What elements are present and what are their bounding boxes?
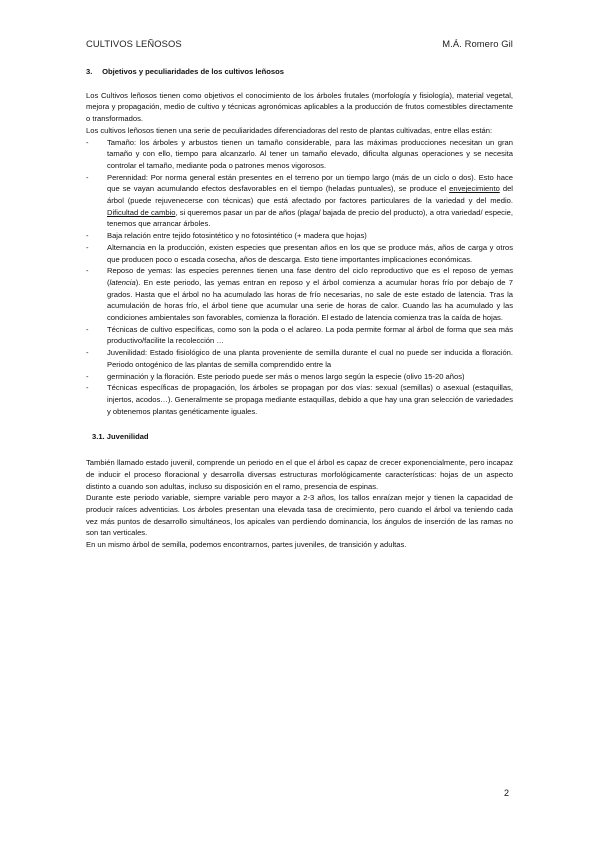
list-item-alternance: - Alternancia en la producción, existen especies que presentan años en los que se produce más, años de carga y otros que producen poco o escada cosecha, años de descarga. Esto tiene importantes implicaciones económicas.	[86, 242, 513, 265]
section-title: Objetivos y peculiaridades de los cultivos leñosos	[102, 67, 285, 76]
text-run: Reposo de yemas: las especies perennes tienen una fase dentro del ciclo reproductivo que es el reposo de yemas (	[107, 266, 513, 287]
list-item-propagation: - Técnicas específicas de propagación, los árboles se propagan por dos vías: sexual (semillas) o asexual (estaquillas, injertos, acodos…). Generalmente se propaga mediante estaquillas, debido a que hay una gran selección de variedades y obtenemos plantas genéticamente iguales.	[86, 382, 513, 417]
subsection-title: Juvenilidad	[106, 432, 149, 442]
juvenility-paragraph-1: También llamado estado juvenil, comprende un periodo en el que el árbol es capaz de crecer exponencialmente, pero incapaz de inducir el proceso floracional y desarrolla diversas estructuras morfológicamente características: hojas de un aspecto distinto a cuando son adultas, incluso su disposición en el ramo, presencia de espinas.	[86, 458, 513, 491]
list-item-photosynthetic-ratio: - Baja relación entre tejido fotosintético y no fotosintético (+ madera que hojas)	[86, 230, 513, 242]
list-item-size: - Tamaño: los árboles y arbustos tienen un tamaño considerable, para las máximas producciones necesitan un gran tamaño y con ello, tiempo para alcanzarlo. Al tener un tamaño elevado, dificulta algunas operaciones y se necesita controlar el tamaño, mediante poda o patrones menos vigorosos.	[86, 137, 513, 172]
underlined-term-aging: envejecimiento	[449, 184, 500, 194]
text-run: Perennidad: Por norma general están presentes en el terreno por un tiempo largo (más de un ciclo o dos). Esto hace que se vayan acumulando efectos desfavorables en el tiempo (heladas puntuales), se produce el	[107, 172, 513, 194]
text-run: , si queremos pasar un par de años (plaga/ bajada de precio del producto), a otra variedad/ especie, tenemos que arrancar árboles.	[107, 207, 513, 229]
intro-paragraph-1: Los Cultivos leñosos tienen como objetivos el conocimiento de los árboles frutales (morfología y fisiología), material vegetal, mejora y propagación, medio de cultivo y técnicas agronómicas aplicables a la producción de frutos comestibles directamente o transformados.	[86, 90, 513, 124]
header-course-title: CULTIVOS LEÑOSOS	[86, 38, 182, 49]
section-number: 3.	[86, 67, 93, 76]
juvenility-paragraph-2: Durante este periodo variable, siempre variable pero mayor a 2-3 años, los tallos enraízan mejor y tienen la capacidad de producir raíces adventicias. Los árboles presentan una elevada tasa de crecimiento, pero cuando el árbol va teniendo cada vez más puntos de desarrollo simultáneos, los apicales van perdiendo dominancia, los ángulos de inserción de las ramas no son tan verticales.	[86, 493, 513, 538]
list-item-perennity	[86, 172, 513, 231]
list-item-bud-dormancy	[86, 265, 513, 324]
header-author: M.Á. Romero Gil	[442, 38, 513, 49]
text-run: del árbol (puede rejuvenecerse con técnicas) que está afectado por factores particulares de la variedad y del medio.	[107, 184, 513, 206]
list-item-cultivation-techniques: - Técnicas de cultivo específicas, como son la poda o el aclareo. La poda permite formar al árbol de forma que sea más productivo/facilite la recolección …	[86, 324, 513, 347]
underlined-term-change: Dificultad de cambio	[107, 207, 176, 217]
page-content	[86, 66, 513, 551]
page-header	[86, 38, 513, 49]
peculiarities-list	[86, 137, 513, 418]
text-run: ). En este periodo, las yemas entran en reposo y el árbol comienza a acumular horas frío por debajo de 7 grados. Hasta que el árbol no ha acumulado las horas de frío necesarias, no sale de este estado de latencia. Tras la acumulación de horas frío, el árbol tiene que acumular una serie de horas de calor. Cuando las ha acumulado y las condiciones ambientales son favorables, comienza la floración. El estado de latencia comienza tras la caída de hojas.	[107, 277, 513, 323]
intro-paragraph-2: Los cultivos leñosos tienen una serie de peculiaridades diferenciadoras del resto de plantas cultivadas, entre ellas están:	[86, 125, 493, 135]
subsection-number: 3.1.	[92, 432, 105, 442]
italic-term-latency: latencia	[109, 277, 136, 287]
list-item-germination: - germinación y la floración. Este periodo puede ser más o menos largo según la especie (olivo 15-20 años)	[86, 371, 513, 383]
page-number: 2	[504, 788, 510, 798]
juvenility-paragraph-3: En un mismo árbol de semilla, podemos encontrarnos, partes juveniles, de transición y adultas.	[86, 540, 407, 550]
section-heading	[86, 66, 513, 78]
list-item-juvenility: - Juvenilidad: Estado fisiológico de una planta proveniente de semilla durante el cual no puede ser inducida a floración. Periodo ontogénico de las plantas de semilla comprendido entre la	[86, 347, 513, 370]
subsection-heading	[92, 431, 513, 443]
